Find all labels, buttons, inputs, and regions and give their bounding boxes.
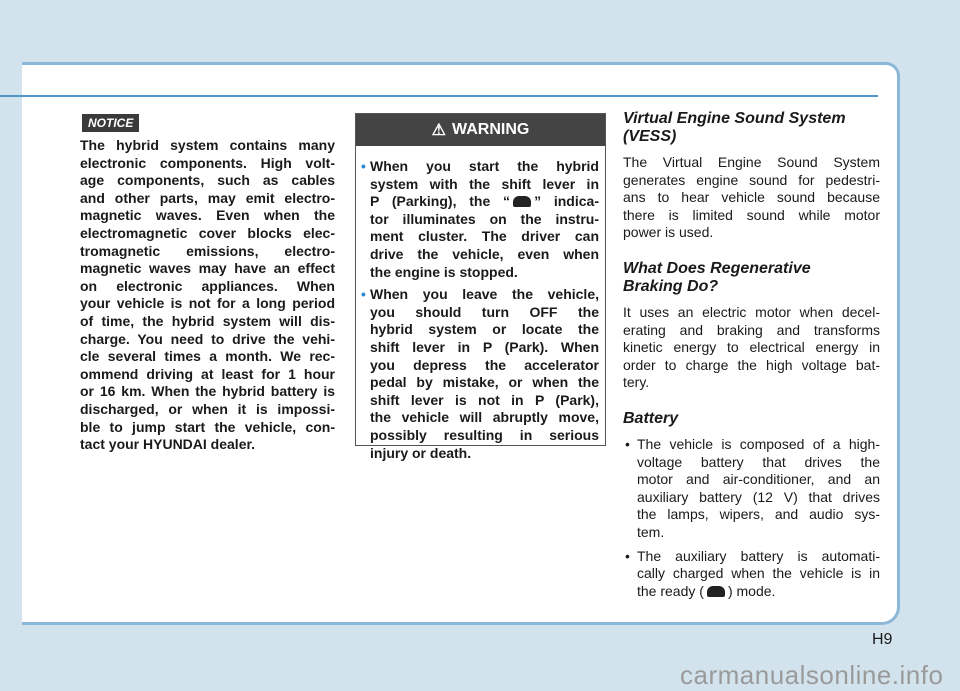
- text-line: the vehicle will abruptly move,: [370, 409, 599, 426]
- text-line: ble to jump start the vehicle, con-: [80, 418, 335, 435]
- text-line: magnetic waves. Even when the: [80, 207, 335, 224]
- text-line: order to charge the high voltage bat-: [623, 356, 880, 373]
- bullet-dot-icon: •: [625, 435, 630, 452]
- text-line: discharged, or when it is impossi-: [80, 400, 335, 417]
- page-number: H9: [872, 631, 893, 648]
- battery-bullet-1: [623, 436, 880, 542]
- text-line: When you leave the vehicle,: [370, 286, 599, 303]
- text-line: erating and braking and transforms: [623, 321, 880, 338]
- heading-line: (VESS): [623, 128, 677, 145]
- text-line: hybrid system or locate the: [370, 321, 599, 338]
- warning-header: [356, 114, 605, 146]
- text-line: generates engine sound for pedestri-: [623, 171, 880, 188]
- text-line: your vehicle is not for a long period: [80, 295, 335, 312]
- text-line: magnetic waves may have an effect: [80, 260, 335, 277]
- text-line: [637, 583, 880, 601]
- text-line: motor and air-conditioner, and an: [637, 471, 880, 488]
- ready-indicator-icon: [513, 196, 531, 207]
- heading-line: What Does Regenerative: [623, 259, 811, 277]
- vess-heading: [623, 110, 880, 146]
- header-rule: [0, 95, 878, 97]
- warning-triangle-icon: ⚠: [431, 122, 446, 139]
- regen-paragraph: [623, 304, 880, 392]
- text: the ready (: [637, 582, 704, 599]
- text-line: the lamps, wipers, and audio sys-: [637, 506, 880, 523]
- text-line: shift lever in P (Park). When: [370, 338, 599, 355]
- battery-bullet-2: [623, 548, 880, 601]
- vess-paragraph: [623, 154, 880, 242]
- text-line: electromagnetic cover blocks elec-: [80, 224, 335, 241]
- text-line: kinetic energy to electrical energy in: [623, 339, 880, 356]
- text-line: you depress the accelerator: [370, 356, 599, 373]
- warning-title: WARNING: [452, 121, 530, 138]
- text: ” indica-: [534, 193, 599, 210]
- text-line: shift lever is not in P (Park),: [370, 391, 599, 408]
- text-line: ans to hear vehicle sound because: [623, 189, 880, 206]
- text-line: the engine is stopped.: [370, 263, 518, 280]
- text-line: tem.: [637, 523, 665, 540]
- right-column: [623, 110, 880, 606]
- text-line: charge. You need to drive the vehi-: [80, 330, 335, 347]
- text-line: auxiliary battery (12 V) that drives: [637, 488, 880, 505]
- text-line: drive the vehicle, even when: [370, 245, 599, 262]
- text-line: The vehicle is composed of a high-: [637, 435, 880, 452]
- text-line: [370, 193, 599, 211]
- text-line: age components, such as cables: [80, 172, 335, 189]
- bullet-dot-icon: •: [361, 286, 366, 303]
- text-line: tromagnetic emissions, electro-: [80, 242, 335, 259]
- heading-line: Virtual Engine Sound System: [623, 110, 846, 127]
- text-line: possibly resulting in serious: [370, 426, 599, 443]
- notice-badge: NOTICE: [82, 114, 139, 132]
- bullet-dot-icon: •: [361, 158, 366, 174]
- heading-line: Braking Do?: [623, 277, 719, 295]
- text-line: tact your HYUNDAI dealer.: [80, 436, 256, 453]
- warning-bullet-2: [361, 286, 599, 462]
- watermark: carmanualsonline.info: [680, 660, 944, 690]
- text-line: there is limited sound while motor: [623, 206, 880, 223]
- text-line: and other parts, may emit electro-: [80, 189, 335, 206]
- text-line: cle several times a month. We rec-: [80, 348, 335, 365]
- regen-heading: [623, 260, 880, 296]
- bullet-dot-icon: •: [625, 547, 630, 564]
- text-line: or 16 km. When the hybrid battery is: [80, 383, 335, 400]
- warning-box: [355, 113, 606, 461]
- text-line: When you start the hybrid: [370, 158, 599, 174]
- text-line: The hybrid system contains many: [80, 137, 335, 153]
- text-line: system with the shift lever in: [370, 175, 599, 192]
- text-line: The Virtual Engine Sound System: [623, 154, 880, 170]
- text-line: tery.: [623, 374, 650, 391]
- warning-bullet-1: [361, 158, 599, 281]
- text-line: cally charged when the vehicle is in: [637, 565, 880, 582]
- text-line: ment cluster. The driver can: [370, 228, 599, 245]
- battery-heading: Battery: [623, 409, 679, 427]
- text-line: The auxiliary battery is automati-: [637, 547, 880, 564]
- notice-text: [80, 137, 335, 454]
- text: ) mode.: [727, 582, 776, 599]
- text-line: power is used.: [623, 224, 714, 241]
- text-line: on electronic appliances. When: [80, 277, 335, 294]
- text-line: pedal by mistake, or when the: [370, 374, 599, 391]
- text-line: ommend driving at least for 1 hour: [80, 365, 335, 382]
- ready-indicator-icon: [707, 586, 725, 597]
- text-line: electronic components. High volt-: [80, 154, 335, 171]
- text-line: injury or death.: [370, 444, 472, 461]
- text-line: you should turn OFF the: [370, 303, 599, 320]
- text-line: It uses an electric motor when decel-: [623, 303, 880, 320]
- text: P (Parking), the “: [370, 193, 511, 210]
- text-line: of time, the hybrid system will dis-: [80, 312, 335, 329]
- text-line: voltage battery that drives the: [637, 453, 880, 470]
- text-line: tor illuminates on the instru-: [370, 210, 599, 227]
